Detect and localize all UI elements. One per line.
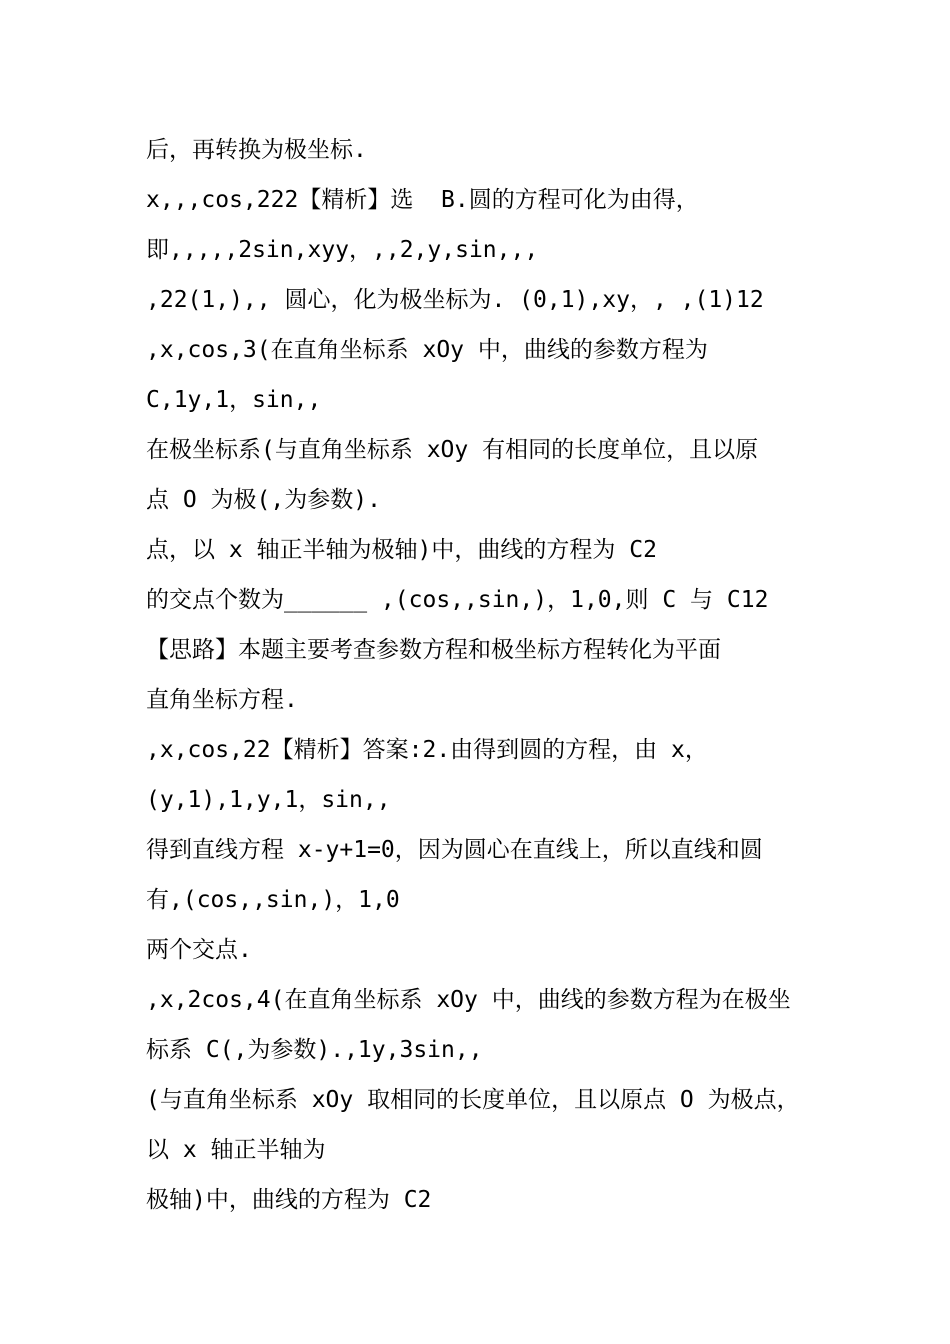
text-line: 两个交点. [146,937,252,963]
text-line: C,1y,1，sin,, [146,387,322,413]
text-line: 极轴)中，曲线的方程为 C2 [146,1187,432,1213]
text-line: 【思路】本题主要考查参数方程和极坐标方程转化为平面 [146,637,721,663]
text-line: 在极坐标系(与直角坐标系 xOy 有相同的长度单位，且以原 [146,437,759,463]
text-line: (y,1),1,y,1，sin,, [146,787,391,813]
text-line: 直角坐标方程. [146,687,298,713]
text-line: 得到直线方程 x-y+1=0，因为圆心在直线上，所以直线和圆 [146,837,763,863]
text-line: (与直角坐标系 xOy 取相同的长度单位，且以原点 O 为极点， [146,1087,800,1113]
text-line: ,x,cos,22【精析】答案:2.由得到圆的方程，由 x， [146,737,708,763]
text-line: 以 x 轴正半轴为 [146,1137,326,1163]
text-line: 即,,,,,2sin,xyy，,,2,y,sin,,, [146,237,539,263]
text-line: 点 O 为极(,为参数). [146,487,381,513]
text-line: ,x,2cos,4(在直角坐标系 xOy 中，曲线的参数方程为在极坐 [146,987,791,1013]
text-line: ,22(1,),, 圆心，化为极坐标为. (0,1),xy，, ,(1)12 [146,287,764,313]
text-line: x,,,cos,222【精析】选 B.圆的方程可化为由得， [146,187,699,213]
text-line: 标系 C(,为参数).,1y,3sin,, [146,1037,483,1063]
text-line: 有,(cos,,sin,)，1,0 [146,887,400,913]
text-line: 点，以 x 轴正半轴为极轴)中，曲线的方程为 C2 [146,537,657,563]
text-line: ,x,cos,3(在直角坐标系 xOy 中，曲线的参数方程为 [146,337,708,363]
text-line: 后，再转换为极坐标. [146,137,367,163]
text-line: 的交点个数为______ ,(cos,,sin,)，1,0,则 C 与 C12 [146,587,769,613]
